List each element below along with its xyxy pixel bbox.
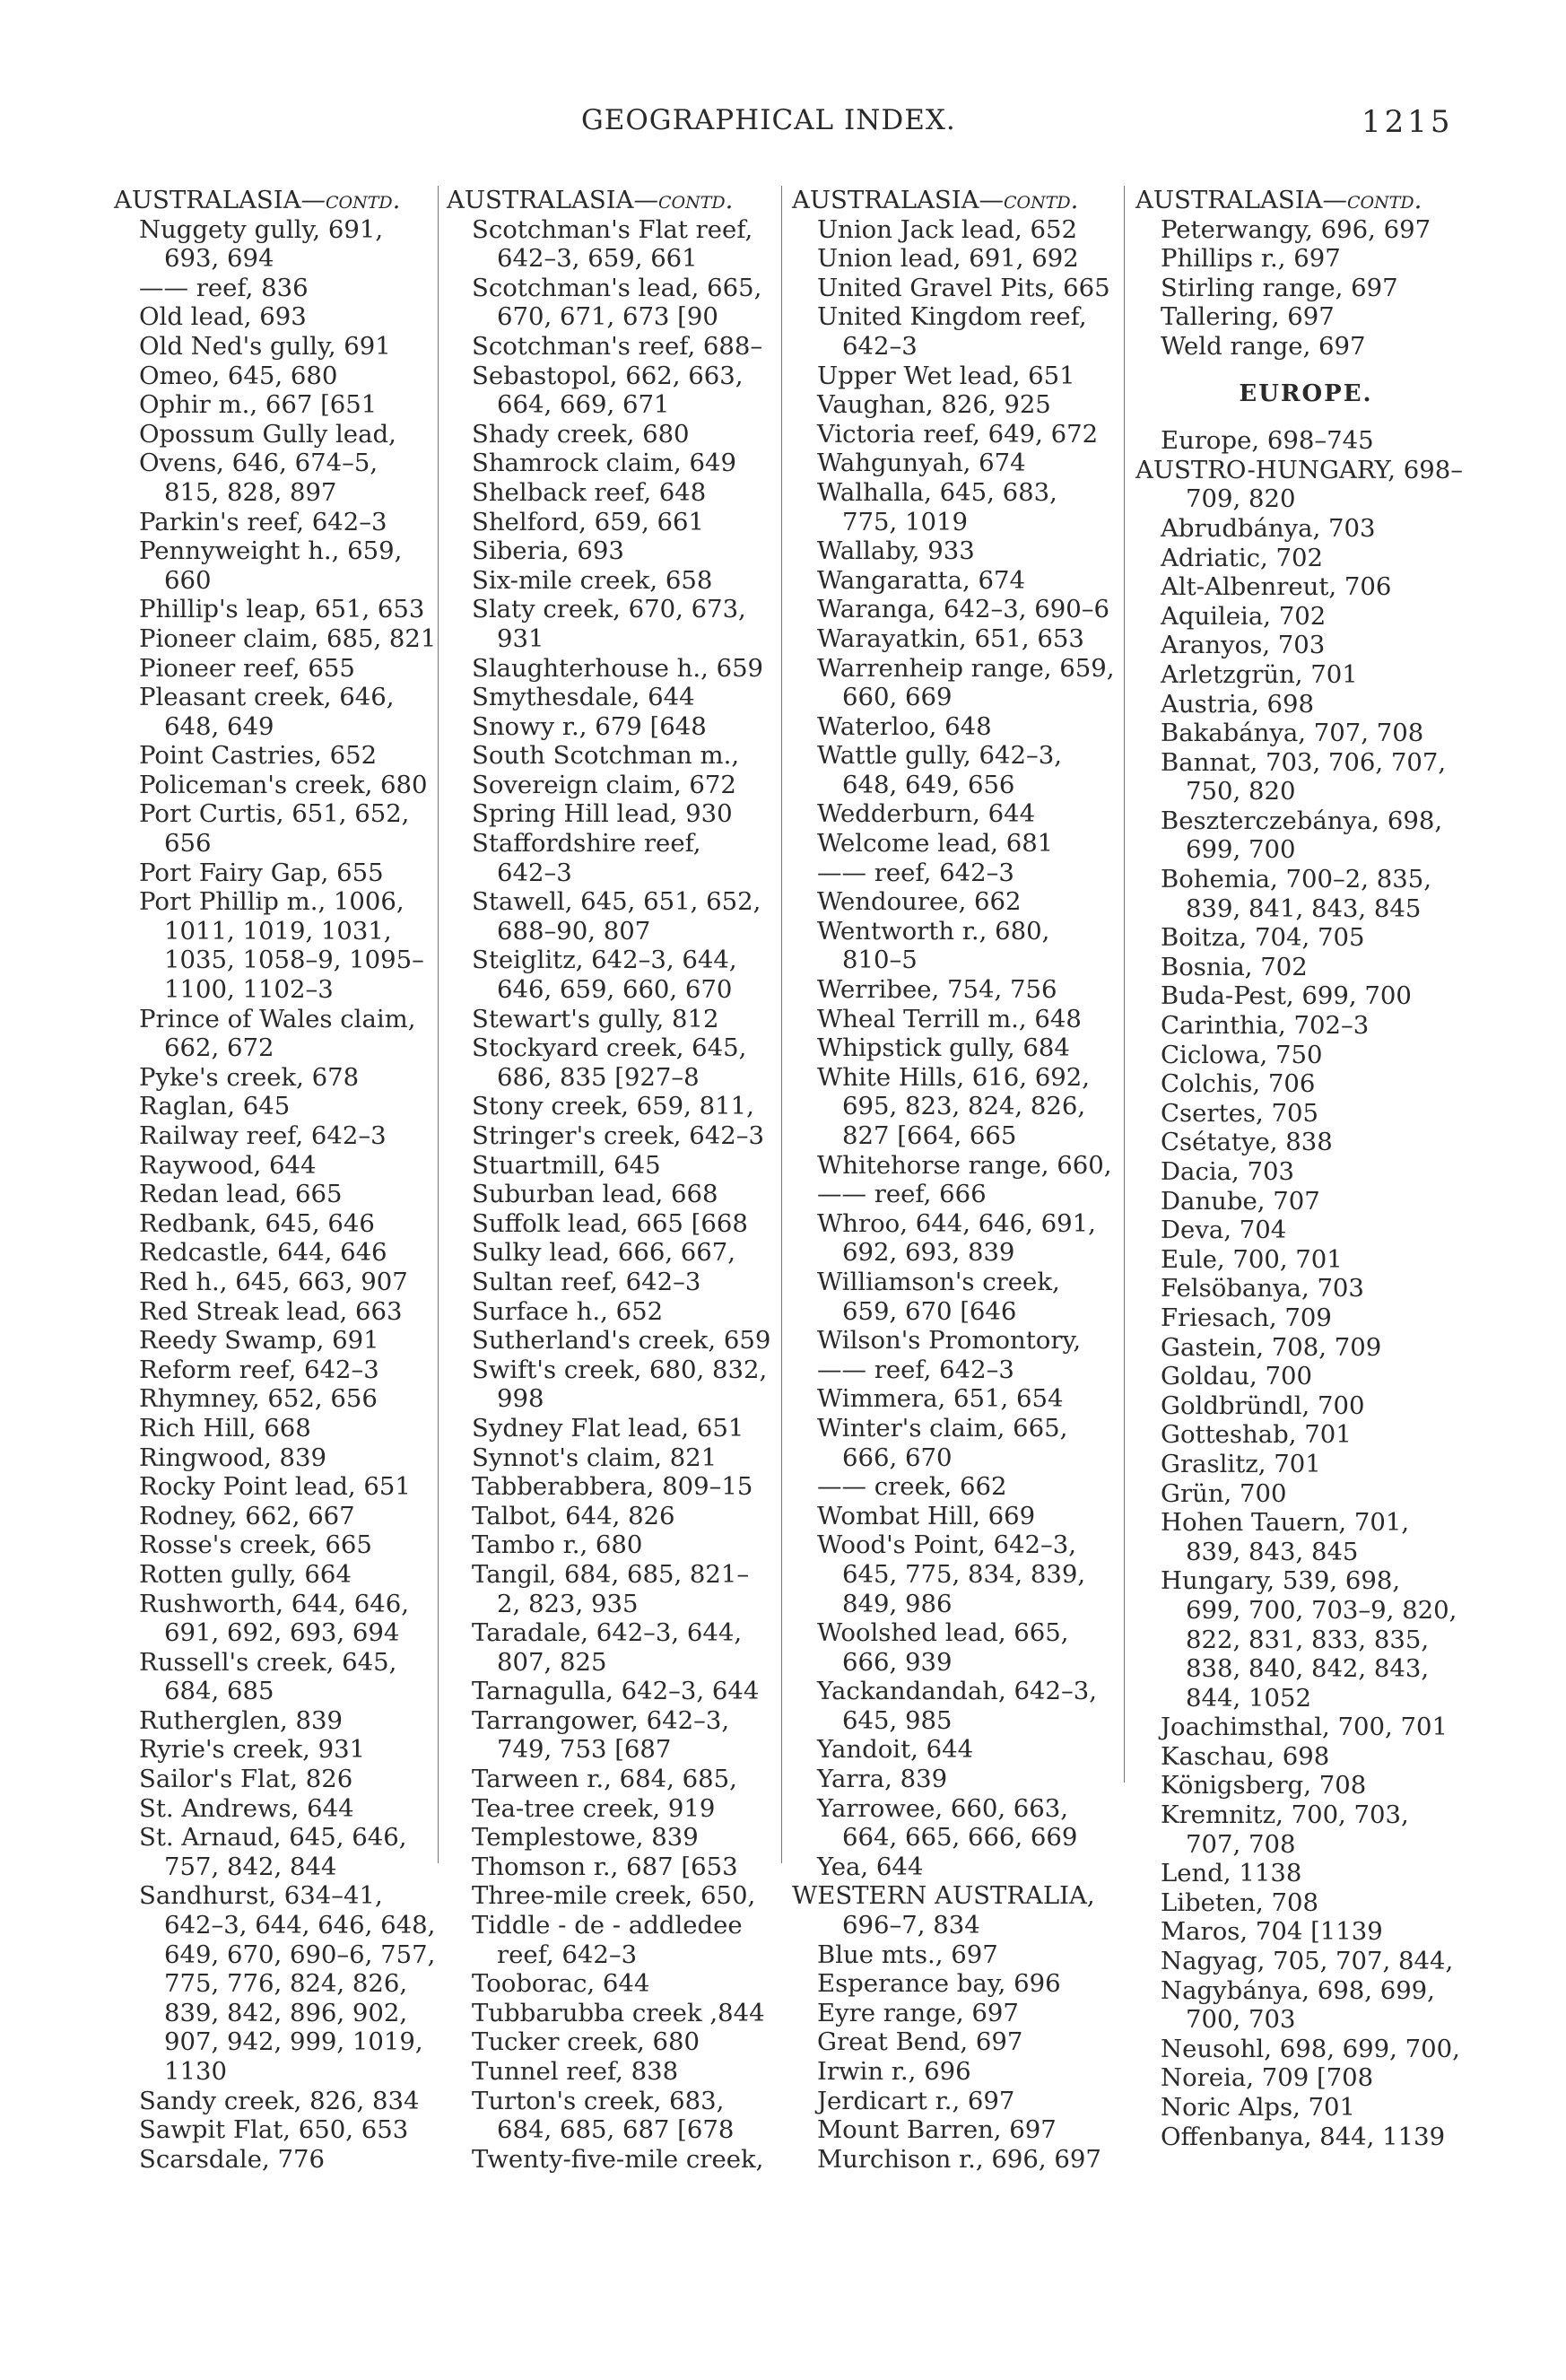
index-continuation: 775, 776, 824, 826, [164, 1969, 408, 1999]
index-continuation: 684, 685 [164, 1677, 274, 1706]
index-entry: Tiddle - de - addledee [472, 1911, 743, 1940]
index-heading: AUSTRALASIA—contd. [1135, 186, 1422, 214]
index-entry: —— reef, 666 [817, 1180, 987, 1209]
index-entry: Welcome lead, 681 [817, 829, 1054, 859]
index-entry: Austria, 698 [1161, 689, 1315, 719]
index-entry: Wangaratta, 674 [817, 565, 1025, 595]
index-entry: Wood's Point, 642–3, [817, 1530, 1076, 1560]
index-entry: Yea, 644 [817, 1852, 924, 1881]
index-entry: Csertes, 705 [1161, 1098, 1318, 1128]
index-entry: Shelback reef, 648 [472, 477, 707, 507]
index-entry: Suffolk lead, 665 [668 [472, 1208, 748, 1238]
index-entry: Bannat, 703, 706, 707, [1161, 747, 1447, 777]
index-entry: United Gravel Pits, 665 [817, 273, 1110, 302]
index-entry: Shamrock claim, 649 [472, 449, 736, 478]
index-entry: Whipstick gully, 684 [817, 1033, 1070, 1063]
index-continuation: 822, 831, 833, 835, [1186, 1625, 1430, 1654]
index-entry: Esperance bay, 696 [817, 1969, 1061, 1999]
index-entry: Rushworth, 644, 646, [139, 1589, 409, 1618]
index-entry: Mount Barren, 697 [817, 2115, 1057, 2145]
index-entry: Stony creek, 659, 811, [472, 1092, 754, 1121]
index-continuation: 707, 708 [1186, 1829, 1296, 1859]
index-entry: Stockyard creek, 645, [472, 1033, 747, 1063]
index-continuation: 827 [664, 665 [842, 1121, 1017, 1150]
index-entry: Offenbanya, 844, 1139 [1161, 2122, 1446, 2151]
index-entry: Tubbarubba creek ,844 [472, 1998, 765, 2027]
index-entry: Talbot, 644, 826 [472, 1501, 675, 1530]
index-entry: Scarsdale, 776 [139, 2144, 325, 2174]
index-entry: Great Bend, 697 [817, 2027, 1023, 2057]
index-continuation: 839, 841, 843, 845 [1186, 894, 1422, 923]
index-entry: Ovens, 646, 674–5, [139, 449, 378, 478]
index-continuation: 642–3, 659, 661 [497, 244, 698, 274]
index-continuation: 998 [497, 1384, 544, 1414]
index-entry: Goldbründl, 700 [1161, 1391, 1365, 1420]
index-entry: Hohen Tauern, 701, [1161, 1508, 1410, 1538]
index-continuation: 699, 700, 703–9, 820, [1186, 1595, 1457, 1625]
index-entry: Red h., 645, 663, 907 [139, 1267, 408, 1296]
index-entry: Union Jack lead, 652 [817, 214, 1077, 244]
index-continuation: 750, 820 [1186, 777, 1296, 806]
index-entry: Policeman's creek, 680 [139, 770, 428, 799]
index-entry: Wattle gully, 642–3, [817, 741, 1062, 771]
index-entry: Rutherglen, 839 [139, 1705, 343, 1735]
index-continuation: 646, 659, 660, 670 [497, 975, 733, 1005]
index-continuation: 684, 685, 687 [678 [497, 2115, 735, 2145]
index-entry: Stawell, 645, 651, 652, [472, 887, 761, 917]
index-continuation: 1130 [164, 2057, 227, 2086]
index-entry: Friesach, 709 [1161, 1303, 1332, 1332]
index-entry: Phillip's leap, 651, 653 [139, 595, 425, 624]
index-continuation: 691, 692, 693, 694 [164, 1618, 400, 1648]
index-continuation: 670, 671, 673 [90 [497, 302, 718, 332]
index-continuation: 695, 823, 824, 826, [842, 1092, 1086, 1121]
index-heading: AUSTRALASIA—contd. [114, 186, 401, 214]
index-continuation: 775, 1019 [842, 507, 968, 536]
index-entry: Alt-Albenreut, 706 [1161, 572, 1392, 602]
index-entry: Snowy r., 679 [648 [472, 711, 707, 741]
index-entry: Prince of Wales claim, [139, 1004, 416, 1033]
index-entry: Yandoit, 644 [817, 1735, 974, 1765]
index-entry: Sandhurst, 634–41, [139, 1881, 383, 1911]
index-continuation: 849, 986 [842, 1589, 953, 1618]
index-entry: Hungary, 539, 698, [1161, 1566, 1401, 1596]
index-entry: Lend, 1138 [1161, 1859, 1302, 1888]
index-entry: Warrenheip range, 659, [817, 653, 1115, 683]
index-entry: Parkin's reef, 642–3 [139, 507, 387, 536]
index-continuation: 749, 753 [687 [497, 1735, 672, 1765]
index-continuation: 692, 693, 839 [842, 1238, 1015, 1268]
index-entry: Ophir m., 667 [651 [139, 390, 378, 420]
index-entry: Siberia, 693 [472, 536, 624, 566]
index-entry: South Scotchman m., [472, 741, 740, 771]
index-entry: Rocky Point lead, 651 [139, 1472, 411, 1502]
index-entry: Winter's claim, 665, [817, 1413, 1068, 1443]
index-entry: Scotchman's lead, 665, [472, 273, 762, 302]
index-entry: Joachimsthal, 700, 701 [1161, 1713, 1448, 1742]
index-continuation: 664, 669, 671 [497, 390, 670, 420]
index-continuation: 1011, 1019, 1031, [164, 916, 392, 946]
index-entry: Grün, 700 [1161, 1478, 1287, 1508]
index-entry: Aranyos, 703 [1161, 631, 1326, 660]
index-entry: Boitza, 704, 705 [1161, 923, 1365, 953]
page-number: 1215 [1362, 104, 1454, 140]
index-entry: Jerdicart r., 697 [817, 2086, 1015, 2115]
index-continuation: 1100, 1102–3 [164, 975, 334, 1005]
index-entry: Stewart's gully, 812 [472, 1004, 719, 1033]
index-entry: Vaughan, 826, 925 [817, 390, 1051, 420]
index-entry: St. Arnaud, 645, 646, [139, 1823, 407, 1853]
index-entry: Sandy creek, 826, 834 [139, 2086, 420, 2115]
index-entry: Steiglitz, 642–3, 644, [472, 946, 737, 975]
index-entry: Three-mile creek, 650, [472, 1881, 756, 1911]
index-continuation: 2, 823, 935 [497, 1589, 639, 1618]
index-entry: Railway reef, 642–3 [139, 1121, 387, 1150]
index-continuation: 844, 1052 [1186, 1683, 1311, 1713]
index-entry: Graslitz, 701 [1161, 1449, 1321, 1478]
index-entry: Victoria reef, 649, 672 [817, 419, 1099, 449]
index-entry: Bakabánya, 707, 708 [1161, 719, 1424, 748]
index-continuation: 659, 670 [646 [842, 1296, 1017, 1326]
index-entry: Beszterczebánya, 698, [1161, 806, 1443, 835]
index-column-2 [447, 186, 774, 2174]
index-entry: Port Fairy Gap, 655 [139, 858, 384, 887]
index-entry: Warayatkin, 651, 653 [817, 623, 1084, 653]
index-entry: Peterwangy, 696, 697 [1161, 214, 1431, 244]
index-entry: Irwin r., 696 [817, 2057, 971, 2086]
index-continuation: 839, 842, 896, 902, [164, 1998, 408, 2027]
index-entry: Redbank, 645, 646 [139, 1208, 375, 1238]
index-entry: Rotten gully, 664 [139, 1559, 352, 1589]
index-continuation: 1035, 1058–9, 1095– [164, 946, 424, 975]
index-continuation: 839, 843, 845 [1186, 1537, 1359, 1566]
index-entry: Europe, 698–745 [1161, 426, 1374, 456]
index-entry: Bosnia, 702 [1161, 952, 1308, 981]
index-entry: Carinthia, 702–3 [1161, 1011, 1370, 1041]
index-entry: Danube, 707 [1161, 1186, 1320, 1216]
index-entry: Königsberg, 708 [1161, 1771, 1367, 1800]
index-entry: Wheal Terrill m., 648 [817, 1004, 1082, 1033]
index-entry: Kaschau, 698 [1161, 1741, 1330, 1771]
index-entry: Synnot's claim, 821 [472, 1443, 718, 1472]
index-entry: Werribee, 754, 756 [817, 975, 1057, 1005]
index-entry: Rodney, 662, 667 [139, 1501, 355, 1530]
index-entry: Templestowe, 839 [472, 1823, 699, 1853]
index-entry: Sailor's Flat, 826 [139, 1765, 353, 1794]
index-entry: —— reef, 836 [139, 273, 309, 302]
index-entry: Tarween r., 684, 685, [472, 1765, 737, 1794]
index-continuation: 649, 670, 690–6, 757, [164, 1940, 436, 1969]
index-entry: Redan lead, 665 [139, 1180, 343, 1209]
index-entry: Wahgunyah, 674 [817, 449, 1026, 478]
index-entry: Slaty creek, 670, 673, [472, 595, 746, 624]
index-entry: Upper Wet lead, 651 [817, 361, 1075, 390]
index-entry: Blue mts., 697 [817, 1940, 998, 1969]
index-entry: Tabberabbera, 809–15 [472, 1472, 753, 1502]
index-entry: Tunnel reef, 838 [472, 2057, 679, 2086]
index-entry: Sydney Flat lead, 651 [472, 1413, 744, 1443]
index-entry: White Hills, 616, 692, [817, 1062, 1091, 1092]
index-entry: Thomson r., 687 [653 [472, 1852, 738, 1881]
index-entry: Phillips r., 697 [1161, 244, 1341, 274]
index-entry: Bohemia, 700–2, 835, [1161, 865, 1431, 894]
index-entry: Csétatye, 838 [1161, 1128, 1333, 1157]
index-entry: Eyre range, 697 [817, 1998, 1019, 2027]
index-entry: Ryrie's creek, 931 [139, 1735, 366, 1765]
index-continuation: 666, 939 [842, 1647, 953, 1677]
index-entry: Sebastopol, 662, 663, [472, 361, 744, 390]
index-entry: Libeten, 708 [1161, 1887, 1318, 1917]
index-entry: Abrudbánya, 703 [1161, 513, 1376, 543]
index-entry: United Kingdom reef, [817, 302, 1087, 332]
index-entry: Nagybánya, 698, 699, [1161, 1975, 1435, 2005]
index-entry: Pioneer claim, 685, 821 [139, 623, 437, 653]
index-entry: Twenty-five-mile creek, [472, 2144, 764, 2174]
index-entry: Tallering, 697 [1161, 302, 1335, 332]
index-continuation: 931 [497, 623, 544, 653]
index-continuation: 693, 694 [164, 244, 274, 274]
index-entry: —— reef, 642–3 [817, 1355, 1014, 1384]
index-entry: Shelford, 659, 661 [472, 507, 705, 536]
index-entry: Nagyag, 705, 707, 844, [1161, 1947, 1454, 1976]
index-entry: Maros, 704 [1139 [1161, 1917, 1383, 1947]
index-entry: Reform reef, 642–3 [139, 1355, 379, 1384]
index-continuation: 645, 775, 834, 839, [842, 1559, 1086, 1589]
index-entry: Pennyweight h., 659, [139, 536, 403, 566]
index-entry: Stringer's creek, 642–3 [472, 1121, 764, 1150]
index-continuation: 838, 840, 842, 843, [1186, 1654, 1430, 1684]
index-entry: Shady creek, 680 [472, 419, 690, 449]
index-continuation: 642–3, 644, 646, 648, [164, 1911, 436, 1940]
index-entry: Whroo, 644, 646, 691, [817, 1208, 1096, 1238]
index-entry: Pyke's creek, 678 [139, 1062, 360, 1092]
index-column-1 [114, 186, 437, 2174]
index-column-3 [792, 186, 1115, 2174]
index-entry: Staffordshire reef, [472, 829, 701, 859]
index-entry: Noric Alps, 701 [1161, 2093, 1356, 2122]
index-entry: Redcastle, 644, 646 [139, 1238, 387, 1268]
column-rule [781, 186, 782, 1863]
index-entry: Yarrowee, 660, 663, [817, 1793, 1069, 1823]
index-continuation: 664, 665, 666, 669 [842, 1823, 1078, 1853]
index-entry: —— creek, 662 [817, 1472, 1007, 1502]
index-continuation: 688–90, 807 [497, 916, 651, 946]
section-heading: EUROPE. [1239, 379, 1373, 407]
index-entry: Tooborac, 644 [472, 1969, 650, 1999]
index-entry: Opossum Gully lead, [139, 419, 396, 449]
index-entry: Gastein, 708, 709 [1161, 1332, 1382, 1362]
index-continuation: 656 [164, 829, 212, 859]
index-entry: Old lead, 693 [139, 302, 307, 332]
index-entry: Wilson's Promontory, [817, 1326, 1082, 1356]
index-entry: Turton's creek, 683, [472, 2086, 725, 2115]
index-entry: Old Ned's gully, 691 [139, 331, 391, 361]
index-entry: Tambo r., 680 [472, 1530, 643, 1560]
index-continuation: 696–7, 834 [842, 1911, 980, 1940]
index-entry: Gotteshab, 701 [1161, 1420, 1352, 1450]
index-entry: Port Curtis, 651, 652, [139, 799, 410, 829]
index-entry: Buda-Pest, 699, 700 [1161, 981, 1412, 1011]
index-entry: Tarnagulla, 642–3, 644 [472, 1677, 760, 1706]
index-entry: Neusohl, 698, 699, 700, [1161, 2034, 1460, 2063]
index-entry: Yarra, 839 [817, 1765, 948, 1794]
index-entry: Rosse's creek, 665 [139, 1530, 372, 1560]
index-entry: Scotchman's Flat reef, [472, 214, 753, 244]
index-entry: Sawpit Flat, 650, 653 [139, 2115, 409, 2145]
index-entry: Tangil, 684, 685, 821– [472, 1559, 750, 1589]
index-entry: Ringwood, 839 [139, 1443, 327, 1472]
index-entry: Port Phillip m., 1006, [139, 887, 405, 917]
index-entry: Wendouree, 662 [817, 887, 1022, 917]
index-continuation: 648, 649, 656 [842, 770, 1015, 799]
index-entry: Surface h., 652 [472, 1296, 664, 1326]
index-entry: Pioneer reef, 655 [139, 653, 355, 683]
index-entry: Walhalla, 645, 683, [817, 477, 1057, 507]
index-entry: Pleasant creek, 646, [139, 683, 395, 712]
index-entry: Sovereign claim, 672 [472, 770, 736, 799]
index-entry: Kremnitz, 700, 703, [1161, 1800, 1409, 1830]
index-entry: Goldau, 700 [1161, 1362, 1313, 1391]
index-entry: Wedderburn, 644 [817, 799, 1036, 829]
index-continuation: 660 [164, 565, 212, 595]
index-entry: Eule, 700, 701 [1161, 1244, 1343, 1274]
index-entry: Point Castries, 652 [139, 741, 378, 771]
index-entry: Rhymney, 652, 656 [139, 1384, 378, 1414]
index-entry: Raywood, 644 [139, 1150, 317, 1180]
index-entry: Tea-tree creek, 919 [472, 1793, 716, 1823]
index-continuation: 660, 669 [842, 683, 953, 712]
index-heading: AUSTRALASIA—contd. [447, 186, 734, 214]
column-rule [1124, 186, 1125, 1783]
index-continuation: 642–3 [842, 331, 918, 361]
index-entry: Rich Hill, 668 [139, 1413, 311, 1443]
index-entry: Wentworth r., 680, [817, 916, 1050, 946]
running-title: GEOGRAPHICAL INDEX. [581, 104, 956, 136]
index-continuation: 815, 828, 897 [164, 477, 337, 507]
index-continuation: 662, 672 [164, 1033, 274, 1063]
index-entry: St. Andrews, 644 [139, 1793, 354, 1823]
index-entry: Nuggety gully, 691, [139, 214, 384, 244]
index-entry: Wallaby, 933 [817, 536, 975, 566]
index-continuation: 642–3 [497, 858, 572, 887]
index-entry: Taradale, 642–3, 644, [472, 1618, 743, 1648]
index-entry: Raglan, 645 [139, 1092, 291, 1121]
index-entry: Suburban lead, 668 [472, 1180, 718, 1209]
index-entry: Waranga, 642–3, 690–6 [817, 595, 1109, 624]
index-continuation: 700, 703 [1186, 2005, 1296, 2035]
column-rule [438, 186, 439, 1863]
index-continuation: 709, 820 [1186, 484, 1296, 514]
index-entry: Russell's creek, 645, [139, 1647, 397, 1677]
index-entry: Wombat Hill, 669 [817, 1501, 1036, 1530]
index-entry: Sulky lead, 666, 667, [472, 1238, 736, 1268]
index-continuation: 686, 835 [927–8 [497, 1062, 700, 1092]
page-header [0, 104, 1566, 149]
index-entry: Colchis, 706 [1161, 1069, 1316, 1099]
index-entry: Felsöbanya, 703 [1161, 1274, 1364, 1303]
index-entry: Scotchman's reef, 688– [472, 331, 763, 361]
index-continuation: 810–5 [842, 946, 918, 975]
index-entry: Slaughterhouse h., 659 [472, 653, 764, 683]
index-heading: WESTERN AUSTRALIA, [792, 1881, 1095, 1911]
index-entry: Smythesdale, 644 [472, 683, 695, 712]
index-entry: Spring Hill lead, 930 [472, 799, 733, 829]
index-entry: Stirling range, 697 [1161, 273, 1398, 302]
index-entry: Woolshed lead, 665, [817, 1618, 1069, 1648]
index-entry: Waterloo, 648 [817, 711, 992, 741]
index-entry: Omeo, 645, 680 [139, 361, 338, 390]
index-entry: Tucker creek, 680 [472, 2027, 700, 2057]
index-entry: Whitehorse range, 660, [817, 1150, 1112, 1180]
index-continuation: 699, 700 [1186, 835, 1296, 865]
index-entry: Reedy Swamp, 691 [139, 1326, 379, 1356]
index-continuation: reef, 642–3 [497, 1940, 638, 1969]
index-entry: Dacia, 703 [1161, 1157, 1295, 1186]
index-column-4 [1135, 186, 1476, 2151]
index-entry: Arletzgrün, 701 [1161, 659, 1358, 689]
index-entry: Deva, 704 [1161, 1216, 1287, 1245]
index-entry: Ciclowa, 750 [1161, 1040, 1323, 1069]
index-continuation: 757, 842, 844 [164, 1852, 337, 1881]
index-continuation: 645, 985 [842, 1705, 953, 1735]
index-entry: Murchison r., 696, 697 [817, 2144, 1101, 2174]
index-entry: Noreia, 709 [708 [1161, 2063, 1374, 2093]
index-entry: Sutherland's creek, 659 [472, 1326, 771, 1356]
index-entry: Tarrangower, 642–3, [472, 1705, 730, 1735]
index-entry: —— reef, 642–3 [817, 858, 1014, 887]
index-continuation: 807, 825 [497, 1647, 607, 1677]
index-entry: Williamson's creek, [817, 1267, 1060, 1296]
index-continuation: 666, 670 [842, 1443, 953, 1472]
index-entry: Stuartmill, 645 [472, 1150, 661, 1180]
index-heading: AUSTRALASIA—contd. [792, 186, 1079, 214]
index-entry: Union lead, 691, 692 [817, 244, 1079, 274]
index-heading: AUSTRO-HUNGARY, 698– [1135, 455, 1464, 484]
index-continuation: 648, 649 [164, 711, 274, 741]
index-entry: Adriatic, 702 [1161, 543, 1324, 572]
index-continuation: 907, 942, 999, 1019, [164, 2027, 423, 2057]
index-entry: Swift's creek, 680, 832, [472, 1355, 768, 1384]
index-entry: Sultan reef, 642–3 [472, 1267, 701, 1296]
index-entry: Aquileia, 702 [1161, 601, 1327, 631]
index-entry: Weld range, 697 [1161, 331, 1366, 361]
index-entry: Six-mile creek, 658 [472, 565, 713, 595]
index-entry: Yackandandah, 642–3, [817, 1677, 1097, 1706]
index-entry: Wimmera, 651, 654 [817, 1384, 1064, 1414]
index-entry: Red Streak lead, 663 [139, 1296, 403, 1326]
